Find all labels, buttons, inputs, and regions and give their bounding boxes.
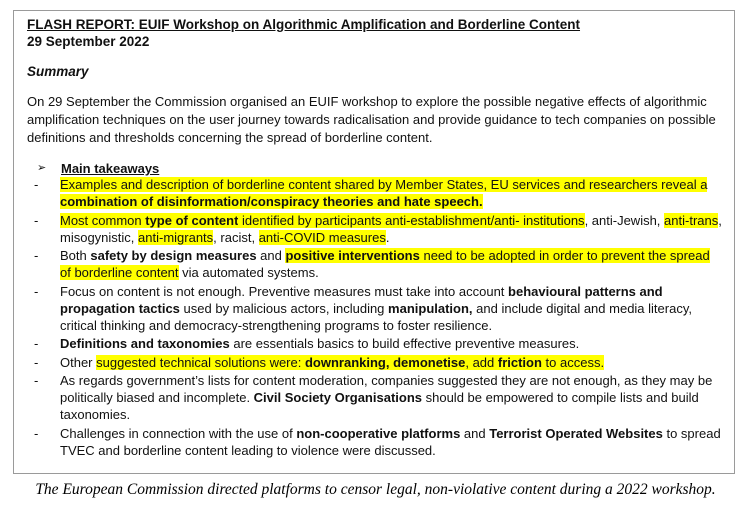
plain-text: Both [60,248,91,263]
dash-bullet: - [34,336,39,351]
takeaways-list [27,176,722,459]
bold-text: Civil Society Organisations [253,390,422,405]
highlighted-text: Most common [60,212,146,228]
intro-paragraph: On 29 September the Commission organised an EUIF workshop to explore the possible negative effects of algorithmic amplification techniques on the user journey towards radicalisation and provide guidance to tech companies on possible definitions and thresholds concerning the spread of borderline content. [27,94,716,145]
report-title: FLASH REPORT: EUIF Workshop on Algorithmic Amplification and Borderline Content [27,17,581,32]
list-item [27,425,722,459]
list-item [27,335,722,352]
dash-bullet: - [34,248,39,263]
dash-bullet: - [34,354,39,370]
highlighted-text: anti-trans [664,212,719,228]
summary-heading: Summary [27,64,89,79]
plain-text: . [385,229,390,245]
highlighted-text: , add [465,354,498,370]
highlighted-text: Examples and description of borderline content shared by Member States, EU services and researchers reveal a [60,177,708,192]
dash-bullet: - [34,373,39,388]
list-item [27,212,722,246]
plain-text: Other [60,354,97,370]
bold-text: non-cooperative platforms [296,425,461,441]
plain-text: Challenges in connection with the use of [60,425,297,441]
plain-text: , racist, [213,229,259,245]
plain-text: and [256,248,286,263]
report-date: 29 September 2022 [27,34,150,49]
list-item [27,283,722,334]
highlighted-text: to access. [541,354,605,370]
plain-text: Focus on content is not enough. Preventive measures must take into account [60,283,509,299]
highlighted-text: need to be adopted in order to prevent the spread of borderline content [60,248,710,280]
main-takeaways-label: Main takeaways [61,161,160,176]
document-excerpt [13,10,735,474]
dash-bullet: - [34,177,39,192]
plain-text: , misogynistic, [60,212,722,245]
plain-text: As regards government’s lists for content moderation, companies suggested they are not enough, as they may be politically biased and incomplete. [60,373,713,405]
highlighted-bold-text: type of content [145,212,239,228]
list-item [27,247,722,281]
plain-text: to spread TVEC and borderline content leading to violence were discussed. [60,425,721,458]
bold-text: Definitions and taxonomies [60,336,230,351]
bold-text: manipulation, [388,300,473,316]
image-caption: The European Commission directed platforms to censor legal, non-violative content during a 2022 workshop. [35,481,716,498]
plain-text: and [460,425,490,441]
highlighted-bold-text: combination of disinformation/conspiracy theories and hate speech. [60,194,483,209]
highlighted-text: anti-establishment/anti- institutions [385,212,585,228]
dash-bullet: - [34,283,39,299]
list-item [27,354,722,371]
highlighted-text: suggested technical solutions were: [96,354,305,370]
plain-text: and include digital and media literacy, critical thinking and democracy-strengthening programs to foster resilience. [60,300,692,333]
highlighted-text: anti-migrants [138,229,214,245]
plain-text: , anti-Jewish, [584,212,665,228]
arrow-bullet-icon: ➢ [37,162,47,174]
plain-text: are essentials basics to build effective preventive measures. [229,336,580,351]
list-item [27,372,722,423]
plain-text: used by malicious actors, including [179,300,389,316]
highlighted-bold-text: downranking, demonetise [304,354,466,370]
main-takeaways-heading [27,161,722,176]
highlighted-text: anti-COVID measures [258,229,386,245]
plain-text: via automated systems. [178,265,319,280]
bold-text: safety by design measures [90,248,257,263]
dash-bullet: - [34,212,39,228]
highlighted-bold-text: friction [497,354,542,370]
highlighted-text: identified by participants [238,212,386,228]
list-item [27,176,722,210]
dash-bullet: - [34,425,39,441]
bold-text: Terrorist Operated Websites [489,425,663,441]
bold-text: behavioural patterns and propagation tactics [60,283,663,316]
plain-text: should be empowered to compile lists and build taxonomies. [60,390,699,422]
highlighted-bold-text: positive interventions [285,248,420,263]
